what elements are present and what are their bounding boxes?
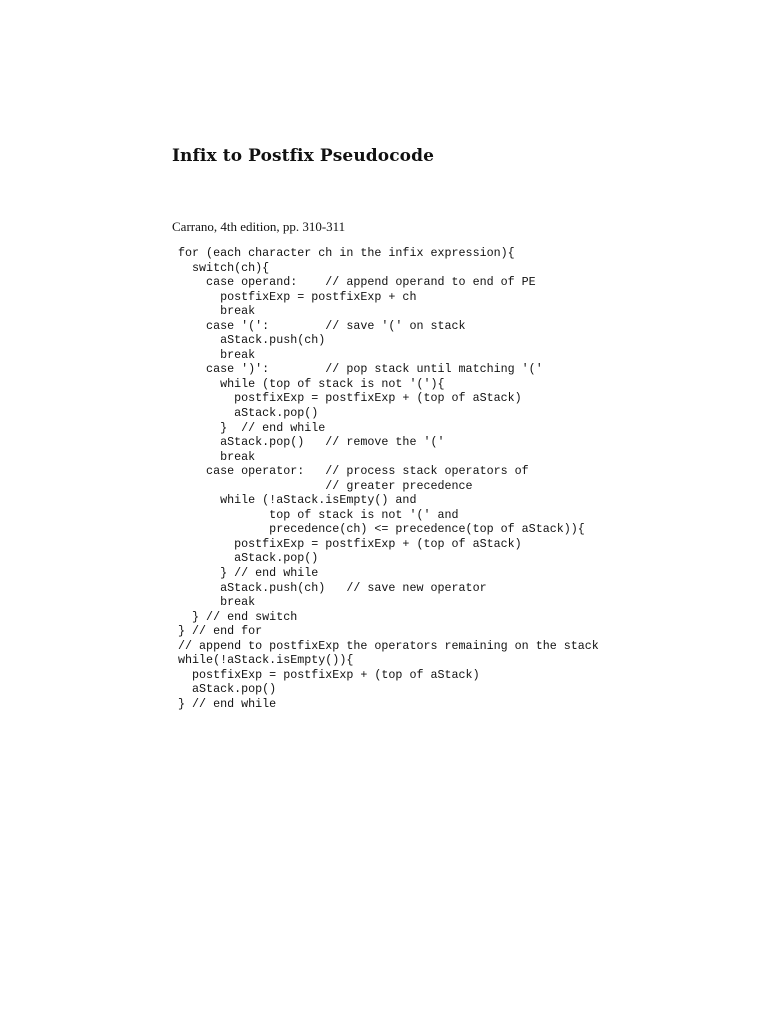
code-line: } // end while xyxy=(178,566,319,581)
code-line: case operand: // append operand to end of PE xyxy=(178,275,536,290)
code-line: postfixExp = postfixExp + (top of aStack) xyxy=(178,536,522,551)
code-line: break xyxy=(178,304,256,319)
code-line: } // end while xyxy=(178,420,326,435)
source-citation: Carrano, 4th edition, pp. 310-311 xyxy=(172,219,346,234)
code-line: case ')': // pop stack until matching '(' xyxy=(178,362,543,377)
code-line: postfixExp = postfixExp + ch xyxy=(178,289,417,304)
code-line: aStack.push(ch) xyxy=(178,333,326,348)
code-line: break xyxy=(178,595,256,610)
code-line: switch(ch){ xyxy=(178,260,270,275)
code-line: // greater precedence xyxy=(178,478,473,493)
code-line: postfixExp = postfixExp + (top of aStack) xyxy=(178,667,480,682)
code-line: while (top of stack is not '('){ xyxy=(178,376,445,391)
code-line: } // end for xyxy=(178,624,263,639)
code-line: while(!aStack.isEmpty()){ xyxy=(178,653,354,668)
code-line: aStack.pop() // remove the '(' xyxy=(178,435,445,450)
code-line: } // end while xyxy=(178,696,277,711)
code-line: top of stack is not '(' and xyxy=(178,507,459,522)
code-line: break xyxy=(178,347,256,362)
code-line: case operator: // process stack operators of xyxy=(178,464,529,479)
document-title: Infix to Postfix Pseudocode xyxy=(172,146,435,166)
code-line: aStack.push(ch) // save new operator xyxy=(178,580,487,595)
code-line: case '(': // save '(' on stack xyxy=(178,318,466,333)
pseudocode-block xyxy=(178,246,599,712)
code-line: // append to postfixExp the operators remaining on the stack xyxy=(178,638,599,653)
code-line: aStack.pop() xyxy=(178,682,277,697)
code-line: break xyxy=(178,449,256,464)
code-line: aStack.pop() xyxy=(178,406,319,421)
code-line: while (!aStack.isEmpty() and xyxy=(178,493,417,508)
code-line: for (each character ch in the infix expression){ xyxy=(178,246,515,260)
code-line: aStack.pop() xyxy=(178,551,319,566)
code-line: } // end switch xyxy=(178,609,298,624)
code-line: precedence(ch) <= precedence(top of aStack)){ xyxy=(178,522,585,537)
code-line: postfixExp = postfixExp + (top of aStack) xyxy=(178,391,522,406)
